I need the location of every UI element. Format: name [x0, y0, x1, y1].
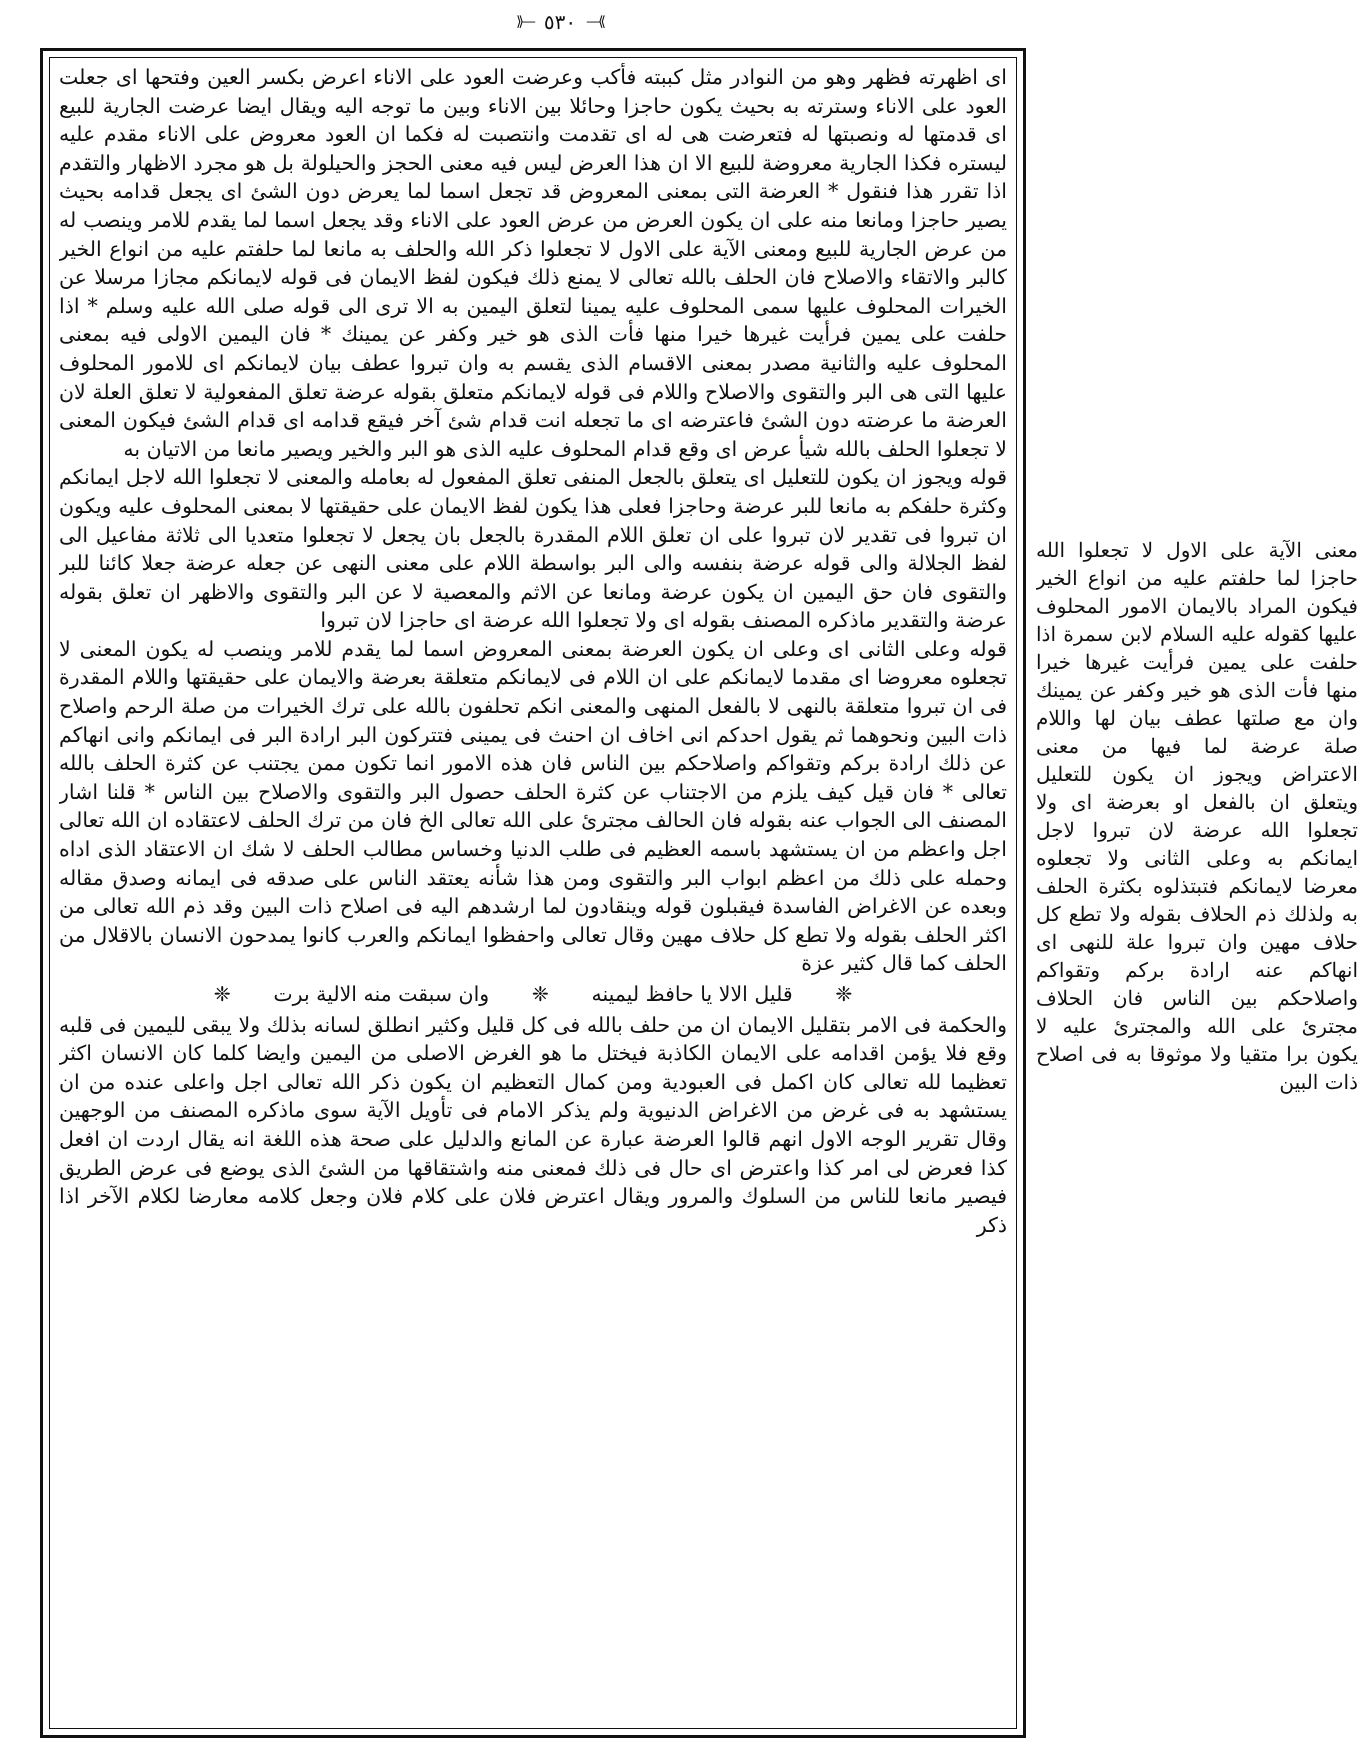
verse-hemistich-right: قليل الالا يا حافظ ليمينه	[591, 982, 793, 1006]
page-number: ٥٣٠	[543, 10, 577, 34]
verse-hemistich-left: وان سبقت منه الالية برت	[273, 982, 490, 1006]
paragraph-3: قوله وعلى الثانى اى وعلى ان يكون العرضة بمعنى المعروض اسما لما يقدم للامر وينصب له يكون المعنى لا تجعلوه معروضا اى مقدما لايمانكم على ان اللام فى لايمانكم متعلقة بعرضة والايمان على حقيقتها واللام المقدرة فى ان تبروا متعلقة بالنهى لا بالفعل المنهى والمعنى انكم تحلفون بالله على ترك الخيرات من صلة الرحم واصلاح ذات البين ونحوهما ثم يقول احدكم انى اخاف ان احنث فى يمينى فتتركون البر ارادة البر فى ايمانكم وانى انهاكم عن ذلك ارادة بركم وتقواكم واصلاحكم بين الناس فان هذه الامور انما تكون ممن يجتنب عن كثرة الحلف بالله تعالى * فان قيل كيف يلزم من الاجتناب عن كثرة الحلف حصول البر والتقوى والاصلاح بين الناس * قلنا اشار المصنف الى الجواب عنه بقوله فان الحالف مجترئ على الله تعالى الخ فان من ترك الحلف لاعتقاده ان الله تعالى اجل واعظم من ان يستشهد باسمه العظيم فى طلب الدنيا وخساس مطالب الحلف لا شك ان الاعتقاد الذى اداه وحمله على ذلك من اعظم ابواب البر والتقوى ومن هذا شأنه يعتقد الناس على صدقه فى ايمانه وصدق مقاله وبعده عن الاغراض الفاسدة فيقبلون قوله وينقادون لما ارشدهم اليه فى اصلاح ذات البين وقد ذم الله تعالى من اكثر الحلف بقوله ولا تطع كل حلاف مهين وقال تعالى واحفظوا ايمانكم والعرب كانوا يمدحون الانسان بالاقلال من الحلف كما قال كثير عزة	[59, 636, 1007, 976]
header-ornament-left: —⟪	[586, 14, 604, 30]
page-header	[430, 10, 690, 34]
paragraph-1: اى اظهرته فظهر وهو من النوادر مثل كببته فأكب وعرضت العود على الاناء اعرض بكسر العين وفتحها اى جعلت العود على الاناء وسترته به بحيث يكون حاجزا وحائلا بين الاناء وبين ما توجه اليه ويقال ايضا عرضت الجارية للبيع اى قدمتها له ونصبتها له فتعرضت هى له اى تقدمت وانتصبت له فكما ان العود معروض على الاناء مقدم عليه ليستره فكذا الجارية معروضة للبيع الا ان هذا العرض ليس فيه معنى الحجز والحيلولة بل هو مجرد الاظهار والتقدم اذا تقرر هذا فنقول * العرضة التى بمعنى المعروض قد تجعل اسما لما يعرض دون الشئ اى يجعل قدامه بحيث يصير حاجزا ومانعا منه على ان يكون العرض من عرض العود على الاناء وقد يجعل اسما لما يقدم للامر وينصب له من عرض الجارية للبيع ومعنى الآية على الاول لا تجعلوا ذكر الله والحلف به مانعا لما حلفتم عليه من انواع الخير كالبر والاتقاء والاصلاح فان الحلف بالله تعالى لا يمنع ذلك فيكون لفظ الايمان فى قوله لايمانكم مجازا مرسلا عن الخيرات المحلوف عليها سمى المحلوف عليه يمينا لتعلق اليمين به الا ترى الى قوله صلى الله عليه وسلم * اذا حلفت على يمين فرأيت غيرها خيرا منها فأت الذى هو خير وكفر عن يمينك * فان اليمين الاولى فيه بمعنى المحلوف عليه والثانية مصدر بمعنى الاقسام الذى يقسم به وان تبروا عطف بيان لايمانكم اى للامور المحلوف عليها التى هى البر والتقوى والاصلاح واللام فى قوله لايمانكم متعلق بقوله عرضة تعلق المفعولية لا تعلق العلة لان العرضة ما عرضته دون الشئ فاعترضه اى ما تجعله انت قدام شئ آخر فيقع قدامه اى قدام الشئ فيكون المعنى لا تجعلوا الحلف بالله شيأ عرض اى وقع قدام المحلوف عليه الذى هو البر والخير ويصير مانعا من الاتيان به	[59, 65, 1007, 461]
paragraph-closing: والحكمة فى الامر بتقليل الايمان ان من حلف بالله فى كل قليل وكثير انطلق لسانه بذلك ولا يبقى لليمين فى قلبه وقع فلا يؤمن اقدامه على الايمان الكاذبة فيختل ما هو الغرض الاصلى من اليمين وايضا كلما كان الانسان اكثر تعظيما لله تعالى كان اكمل فى العبودية ومن كمال التعظيم ان يكون ذكر الله تعالى اجل واعلى عنده من ان يستشهد به فى غرض من الاغراض الدنيوية ولم يذكر الامام فى تأويل الآية سوى ماذكره المصنف من الوجهين وقال تقرير الوجه الاول انهم قالوا العرضة عبارة عن المانع والدليل على صحة هذه اللغة انه يقال اردت ان افعل كذا فعرض لى امر كذا واعترض اى حال فى ذلك فمعنى منه واشتقاقها من الشئ الذى يوضع فى عرض الطريق فيصير مانعا للناس من السلوك والمرور ويقال اعترض فلان على كلام فلان وجعل كلامه معارضا لكلام الآخر اذا ذكر	[59, 1012, 1007, 1237]
margin-note-text: معنى الآية على الاول لا تجعلوا الله حاجزا لما حلفتم عليه من انواع الخير فيكون المراد بالايمان الامور المحلوف عليها كقوله عليه السلام لابن سمرة اذا حلفت على يمين فرأيت غيرها خيرا منها فأت الذى هو خير وكفر عن يمينك وان مع صلتها عطف بيان لها واللام صلة عرضة لما فيها من معنى الاعتراض ويجوز ان يكون للتعليل ويتعلق ان بالفعل او بعرضة اى ولا تجعلوا الله عرضة لان تبروا لاجل ايمانكم به وعلى الثانى ولا تجعلوه معرضا لايمانكم فتبتذلوه بكثرة الحلف به ولذلك ذم الحلاف بقوله ولا تطع كل حلاف مهين وان تبروا علة للنهى اى انهاكم عنه ارادة بركم وتقواكم واصلاحكم بين الناس فان الحلاف مجترئ على الله والمجترئ عليه لا يكون برا متقيا ولا موثوقا به فى اصلاح ذات البين	[1036, 538, 1358, 1094]
paragraph-2: قوله ويجوز ان يكون للتعليل اى يتعلق بالجعل المنفى تعلق المفعول له بعامله والمعنى لا تجعلوا الله لاجل ايمانكم وكثرة حلفكم به مانعا للبر عرضة وحاجزا فعلى هذا يكون لفظ الايمان على حقيقتها لا بمعنى المحلوف عليه ويكون ان تبروا فى تقدير لان تبروا على ان تعلق اللام المقدرة بالجعل بان يجعل لا تجعلوا متعديا الى ثلاثة مفاعيل الى لفظ الجلالة والى قوله عرضة بنفسه والى البر بواسطة اللام على معنى النهى عن جعله عرضة جعلا كائنا للبر والتقوى فان حق اليمين ان يكون عرضة ومانعا عن الاثم والمعصية لا عن البر والتقوى والاظهر ان تعلق بقوله عرضة والتقدير ماذكره المصنف بقوله اى ولا تجعلوا الله عرضة اى حاجزا لان تبروا	[59, 465, 1007, 633]
poetry-verse	[59, 980, 1007, 1009]
verse-ornament: ❈	[213, 982, 231, 1006]
main-text-frame	[40, 48, 1026, 1738]
header-ornament-right: ⟫—	[516, 14, 534, 30]
main-commentary-text	[59, 63, 1007, 1723]
verse-ornament: ❈	[531, 982, 549, 1006]
verse-ornament: ❈	[835, 982, 853, 1006]
